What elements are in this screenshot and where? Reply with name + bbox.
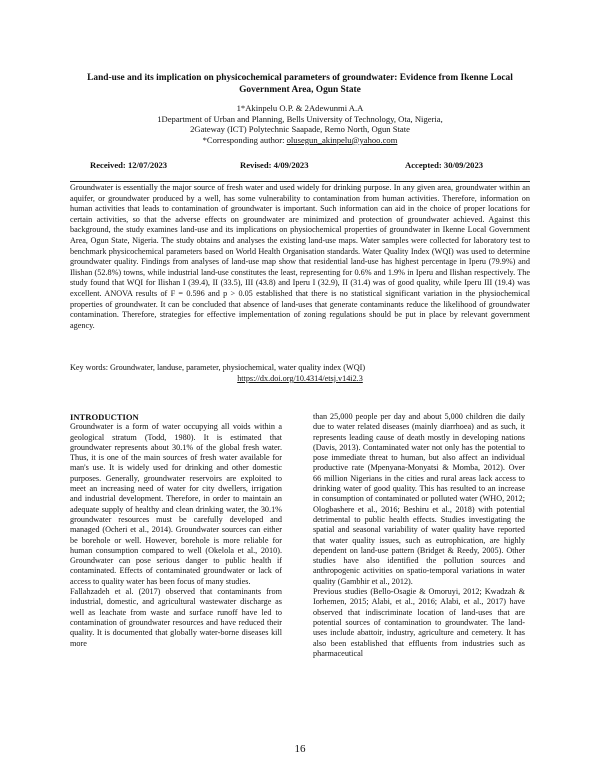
paper-title <box>70 73 530 96</box>
abstract: Groundwater is essentially the major source of fresh water and used widely for drinking purpose. In any given area, groundwater within an aquifer, or groundwater produced by a well, has some vulnerability to contamination from human activities. Therefore, information on human activities that leads to contamination of groundwater is important. Such information can aid in the choice of proper locations for certain activities, so that the adverse effects on groundwater are minimized and protection of groundwater achieved. Against this background, the study examines land-use and its implications on physiochemical properties of groundwater in Ikenne Local Government Area, Ogun State, Nigeria. The study obtains and analyses the existing land-use maps. Water samples were collected for laboratory test to benchmark physicochemical parameters based on World Health Organisation standards. Water Quality Index (WQI) was used to determine groundwater quality. Findings from analyses of land-use map show that residential land-use has highest percentage in Iperu (79.9%) and Ilishan (52.8%) towns, while industrial land-use constitutes the least, representing for 0.6% and 1.9% in Iperu and Ilishan respectively. The study found that WQI for Ilishan I (39.4), II (33.5), III (43.8) and Iperu I (32.9), II (31.4) was of good quality, while Iperu III (19.4) was excellent. ANOVA results of F = 0.596 and p > 0.05 established that there is no statistical significant variation in the physiochemical properties of groundwater. It can be concluded that absence of land-uses that generate contaminants reduce the likelihood of groundwater contamination. Therefore, strategies for effective implementation of zoning regulations should be put in place by relevant government agency. <box>70 183 530 330</box>
paper-title-line1: Land-use and its implication on physicochemical parameters of groundwater: Evidence from Ikenne Local <box>87 73 513 83</box>
corresponding-author <box>80 135 520 146</box>
doi-link[interactable]: https://dx.doi.org/10.4314/etsj.v14i2.3 <box>237 374 363 383</box>
left-paragraph-1: Groundwater is a form of water occupying all voids within a geological stratum (Todd, 1980). It is estimated that groundwater represents about 30.1% of the global fresh water. Thus, it is one of the main sources of fresh water available for man's use. It is widely used for drinking and other domestic purposes. Generally, groundwater reservoirs are exploited to meet an increasing need of water for city dwellers, irrigation and industrial development. Therefore, in order to maintain an adequate supply of healthy and clean drinking water, the 30.1% groundwater resources must be carefully developed and managed (Ocheri et al., 2014). Groundwater sources can either be borehole or well. However, borehole is more reliable for human consumption compared to well (Okelola et al., 2010). Groundwater can pose serious danger to public health if contaminated. Effects of contaminated groundwater or lack of access to quality water has been focus of many studies. <box>70 422 282 586</box>
left-column <box>70 412 282 649</box>
introduction-heading: INTRODUCTION <box>70 412 139 422</box>
doi-line <box>70 374 530 385</box>
dates-row <box>70 160 530 172</box>
author-names: 1*Akinpelu O.P. & 2Adewunmi A.A <box>236 103 364 113</box>
page-number: 16 <box>294 743 306 755</box>
right-paragraph-2: Previous studies (Bello-Osagie & Omoruyi, 2012; Kwadzah & Iorhemen, 2015; Alabi, et al., 2016; Alabi, et al., 2017) have observed that indiscriminate location of land-uses that are potential sources of contamination to groundwater. The land-uses include abattoir, industry, agriculture and cemetery. It has also been established that effluents from industries such as pharmaceutical <box>313 587 525 658</box>
affiliation-1: 1Department of Urban and Planning, Bells University of Technology, Ota, Nigeria, <box>157 113 443 124</box>
keywords: Key words: Groundwater, landuse, parameter, physiochemical, water quality index (WQI) <box>70 363 366 372</box>
abstract-divider <box>70 181 530 182</box>
corresponding-label: *Corresponding author: <box>202 134 287 145</box>
accepted-date: Accepted: 30/09/2023 <box>405 160 484 170</box>
revised-date: Revised: 4/09/2023 <box>240 160 309 170</box>
corresponding-email-link[interactable]: olusegun_akinpelu@yahoo.com <box>286 134 398 145</box>
right-column <box>313 412 525 659</box>
author-block <box>80 103 520 145</box>
left-paragraph-2: Fallahzadeh et al. (2017) observed that contaminants from industrial, domestic, and agricultural wastewater discharge as well as leachate from waste and surface runoff have led to contamination of groundwater resources and have reduced their quality. It is documented that globally water-borne diseases kill more <box>70 587 282 648</box>
paper-title-line2: Government Area, Ogun State <box>239 84 361 95</box>
affiliation-2: 2Gateway (ICT) Polytechnic Saapade, Remo North, Ogun State <box>190 124 410 135</box>
right-paragraph-1: than 25,000 people per day and about 5,000 children die daily due to water related diseases (mainly diarrhoea) and as such, it represents leading cause of death mostly in developing nations (Davis, 2013). Contaminated water not only has the potential to pose immediate threat to human, but also affect an individual productive rate (Mpenyana-Monyatsi & Momba, 2012). Over 66 million Nigerians in the cities and rural areas lack access to drinking water of good quality. This has resulted to an increase in consumption of contaminated or polluted water (WHO, 2012; Ologbashere et al., 2016; Beshiru et al., 2018) with potential detrimental to public health effects. Studies investigating the spatial and seasonal variability of water quality have reported that water quality issues, such as eutrophication, are highly dependent on land-use pattern (Bridget & Reedy, 2005). Other studies have also identified the pollution sources and anthropogenic activities on spatio-temporal variations in water quality (Gambhir et al., 2012). <box>313 412 525 586</box>
received-date: Received: 12/07/2023 <box>90 160 168 170</box>
